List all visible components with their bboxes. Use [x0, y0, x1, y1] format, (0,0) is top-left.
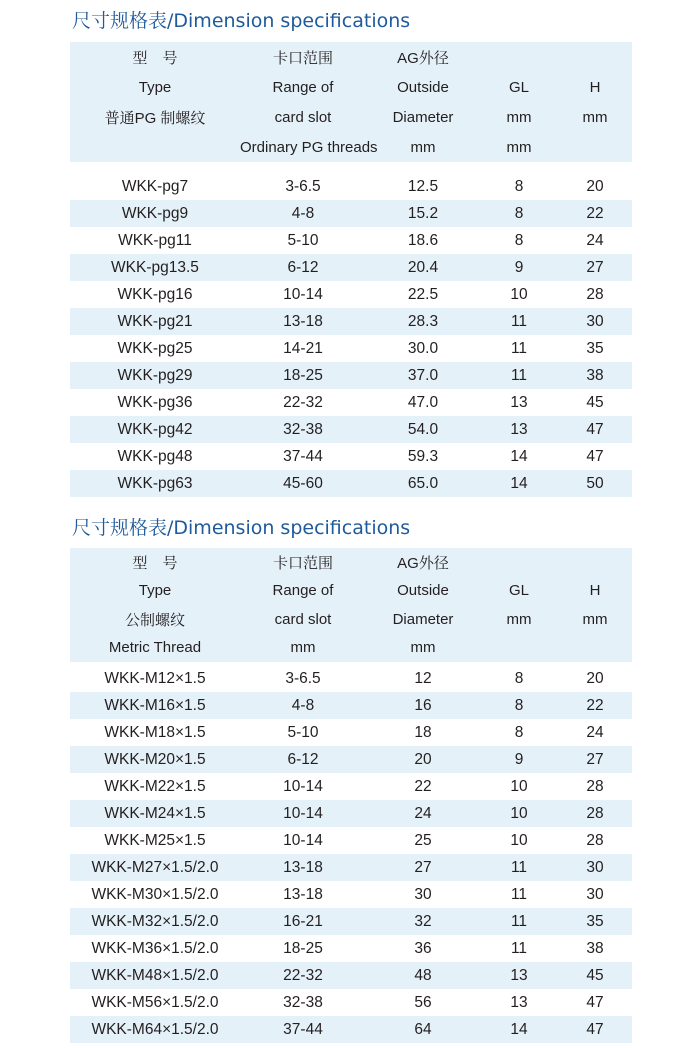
cell: 27 [586, 258, 604, 276]
cell: WKK-pg63 [117, 474, 193, 492]
cell: 32-38 [283, 993, 323, 1011]
cell: WKK-pg21 [117, 312, 193, 330]
header-cell: GL [508, 78, 529, 96]
cell: 12 [414, 669, 432, 687]
cell: 22-32 [283, 966, 323, 984]
cell: 30 [586, 885, 604, 903]
cell: WKK-pg36 [117, 393, 193, 411]
cell: 22-32 [283, 393, 323, 411]
cell: 30 [586, 312, 604, 330]
table-row [70, 389, 632, 416]
cell: 10 [510, 804, 528, 822]
cell: 20 [586, 177, 604, 195]
cell: 16 [414, 696, 432, 714]
header-cell: 型 号 [132, 554, 178, 572]
cell: 37.0 [407, 366, 439, 384]
cell: 65.0 [407, 474, 439, 492]
header-cell: H [589, 582, 601, 600]
table-row [70, 854, 632, 881]
cell: WKK-M27×1.5/2.0 [91, 858, 219, 876]
cell: WKK-pg48 [117, 447, 193, 465]
cell: 32 [414, 912, 432, 930]
cell: 28 [586, 285, 604, 303]
cell: 11 [510, 885, 528, 903]
table-row [70, 719, 632, 746]
cell: WKK-pg11 [118, 231, 192, 249]
cell: 10-14 [283, 831, 323, 849]
table-row [70, 173, 632, 200]
header-cell: card slot [274, 610, 332, 628]
cell: 8 [514, 231, 524, 249]
cell: 9 [514, 750, 524, 768]
cell: 22.5 [407, 285, 439, 303]
table1-header [70, 42, 632, 162]
table-row [70, 746, 632, 773]
cell: 14 [510, 474, 528, 492]
cell: 10 [510, 831, 528, 849]
cell: WKK-M25×1.5 [104, 831, 206, 849]
header-cell: 卡口范围 [272, 49, 333, 67]
table-row [70, 881, 632, 908]
table-row [70, 1016, 632, 1043]
table-row [70, 800, 632, 827]
cell: 22 [414, 777, 432, 795]
header-cell: 公制螺纹 [124, 611, 185, 629]
cell: WKK-M56×1.5/2.0 [91, 993, 219, 1011]
cell: 45-60 [283, 474, 323, 492]
cell: 9 [514, 258, 524, 276]
table-row [70, 200, 632, 227]
cell: 13-18 [283, 858, 323, 876]
header-cell: mm [506, 108, 532, 126]
table-row [70, 308, 632, 335]
cell: 5-10 [287, 723, 319, 741]
header-cell: Type [138, 78, 172, 96]
cell: 11 [510, 312, 528, 330]
cell: 6-12 [287, 750, 319, 768]
cell: WKK-pg42 [117, 420, 193, 438]
table2-header-row [70, 605, 632, 634]
cell: 4-8 [291, 204, 315, 222]
cell: WKK-pg9 [121, 204, 189, 222]
table2-header-row [70, 634, 632, 663]
cell: 10 [510, 285, 528, 303]
cell: WKK-pg29 [117, 366, 193, 384]
cell: 11 [510, 858, 528, 876]
cell: WKK-pg25 [117, 339, 193, 357]
table2-header-row [70, 577, 632, 606]
cell: 10-14 [283, 777, 323, 795]
table-row [70, 692, 632, 719]
table-row [70, 281, 632, 308]
cell: 12.5 [407, 177, 439, 195]
cell: 14-21 [283, 339, 323, 357]
cell: 3-6.5 [285, 669, 321, 687]
cell: 48 [414, 966, 432, 984]
table-row [70, 989, 632, 1016]
cell: 10 [510, 777, 528, 795]
cell: WKK-pg13.5 [111, 258, 199, 276]
cell: 18-25 [283, 939, 323, 957]
cell: 11 [510, 366, 528, 384]
cell: 32-38 [283, 420, 323, 438]
cell: WKK-M36×1.5/2.0 [91, 939, 219, 957]
cell: WKK-M30×1.5/2.0 [91, 885, 219, 903]
cell: 15.2 [407, 204, 439, 222]
table-row [70, 908, 632, 935]
cell: WKK-M12×1.5 [104, 669, 206, 687]
cell: 20.4 [407, 258, 439, 276]
cell: WKK-M16×1.5 [104, 696, 206, 714]
header-cell: 型 号 [132, 49, 178, 67]
cell: 28 [586, 804, 604, 822]
cell: 30.0 [407, 339, 439, 357]
table-row [70, 227, 632, 254]
cell: 20 [586, 669, 604, 687]
cell: 8 [514, 669, 524, 687]
cell: 13 [510, 966, 528, 984]
table-row [70, 362, 632, 389]
table-row [70, 665, 632, 692]
header-cell: card slot [274, 108, 332, 126]
cell: 10-14 [283, 285, 323, 303]
cell: 10-14 [283, 804, 323, 822]
header-cell: Ordinary PG threads [240, 138, 378, 156]
table1-header-row [70, 42, 632, 72]
cell: WKK-M48×1.5/2.0 [91, 966, 219, 984]
cell: 37-44 [283, 1020, 323, 1038]
cell: 11 [510, 939, 528, 957]
table-row [70, 416, 632, 443]
cell: 6-12 [287, 258, 319, 276]
header-cell: Range of [272, 582, 334, 600]
header-cell: GL [508, 582, 529, 600]
cell: 3-6.5 [285, 177, 321, 195]
cell: 25 [414, 831, 432, 849]
header-cell: H [589, 78, 601, 96]
cell: 8 [514, 204, 524, 222]
cell: 28 [586, 831, 604, 849]
cell: 27 [414, 858, 432, 876]
table-row [70, 773, 632, 800]
cell: 8 [514, 696, 524, 714]
cell: 11 [510, 339, 528, 357]
header-cell: Type [138, 582, 172, 600]
header-cell: Metric Thread [108, 639, 202, 657]
cell: 4-8 [291, 696, 315, 714]
cell: 24 [414, 804, 432, 822]
table1 [70, 42, 632, 497]
cell: 54.0 [407, 420, 439, 438]
cell: 35 [586, 912, 604, 930]
cell: 24 [586, 231, 604, 249]
cell: 56 [414, 993, 432, 1011]
cell: 13 [510, 420, 528, 438]
header-cell: mm [506, 138, 532, 156]
cell: 16-21 [283, 912, 323, 930]
cell: 50 [586, 474, 604, 492]
cell: 37-44 [283, 447, 323, 465]
cell: 18-25 [283, 366, 323, 384]
table1-header-row [70, 132, 632, 162]
header-cell: mm [582, 610, 608, 628]
cell: 8 [514, 723, 524, 741]
table-row [70, 335, 632, 362]
table-row [70, 470, 632, 497]
cell: 13-18 [283, 885, 323, 903]
header-gap [70, 162, 632, 173]
cell: 5-10 [287, 231, 319, 249]
header-cell: Diameter [392, 108, 454, 126]
table2-title: 尺寸规格表/Dimension specifications [72, 517, 411, 539]
cell: 28 [586, 777, 604, 795]
table1-title: 尺寸规格表/Dimension specifications [72, 10, 411, 32]
table-row [70, 443, 632, 470]
cell: 8 [514, 177, 524, 195]
table-row [70, 254, 632, 281]
cell: 38 [586, 366, 604, 384]
cell: WKK-M18×1.5 [104, 723, 206, 741]
cell: WKK-pg16 [117, 285, 193, 303]
header-cell: Outside [397, 582, 449, 600]
table2-header-row [70, 548, 632, 577]
cell: 45 [586, 393, 604, 411]
header-cell: AG外径 [397, 554, 449, 572]
cell: 36 [414, 939, 432, 957]
table1-header-row [70, 102, 632, 132]
header-cell: mm [410, 639, 436, 657]
cell: 47 [586, 420, 604, 438]
cell: WKK-M22×1.5 [104, 777, 206, 795]
header-cell: Outside [397, 78, 449, 96]
cell: 47 [586, 447, 604, 465]
header-cell: mm [582, 108, 608, 126]
table1-body [70, 173, 632, 497]
header-cell: mm [506, 610, 532, 628]
cell: 45 [586, 966, 604, 984]
header-cell: 卡口范围 [272, 554, 333, 572]
table2 [70, 548, 632, 1043]
cell: 18 [414, 723, 432, 741]
header-cell: Range of [272, 78, 334, 96]
cell: 28.3 [407, 312, 439, 330]
cell: 64 [414, 1020, 432, 1038]
cell: 24 [586, 723, 604, 741]
header-cell: AG外径 [397, 49, 449, 67]
cell: WKK-M32×1.5/2.0 [91, 912, 219, 930]
cell: 27 [586, 750, 604, 768]
cell: 47.0 [407, 393, 439, 411]
table1-header-row [70, 72, 632, 102]
cell: 13 [510, 993, 528, 1011]
cell: 30 [414, 885, 432, 903]
cell: 22 [586, 204, 604, 222]
cell: 14 [510, 1020, 528, 1038]
header-cell: 普通PG 制螺纹 [104, 109, 206, 127]
table-row [70, 827, 632, 854]
table2-header [70, 548, 632, 662]
cell: 35 [586, 339, 604, 357]
header-cell: mm [410, 138, 436, 156]
cell: 13 [510, 393, 528, 411]
header-cell: mm [290, 639, 316, 657]
cell: WKK-M24×1.5 [104, 804, 206, 822]
cell: 47 [586, 1020, 604, 1038]
cell: 13-18 [283, 312, 323, 330]
cell: 38 [586, 939, 604, 957]
cell: 11 [510, 912, 528, 930]
cell: 18.6 [407, 231, 439, 249]
cell: 59.3 [407, 447, 439, 465]
cell: 30 [586, 858, 604, 876]
table-row [70, 935, 632, 962]
header-cell: Diameter [392, 610, 454, 628]
cell: WKK-M20×1.5 [104, 750, 206, 768]
cell: 47 [586, 993, 604, 1011]
table-row [70, 962, 632, 989]
cell: WKK-pg7 [121, 177, 189, 195]
table2-body [70, 665, 632, 1043]
cell: 14 [510, 447, 528, 465]
cell: 22 [586, 696, 604, 714]
cell: WKK-M64×1.5/2.0 [91, 1020, 219, 1038]
cell: 20 [414, 750, 432, 768]
